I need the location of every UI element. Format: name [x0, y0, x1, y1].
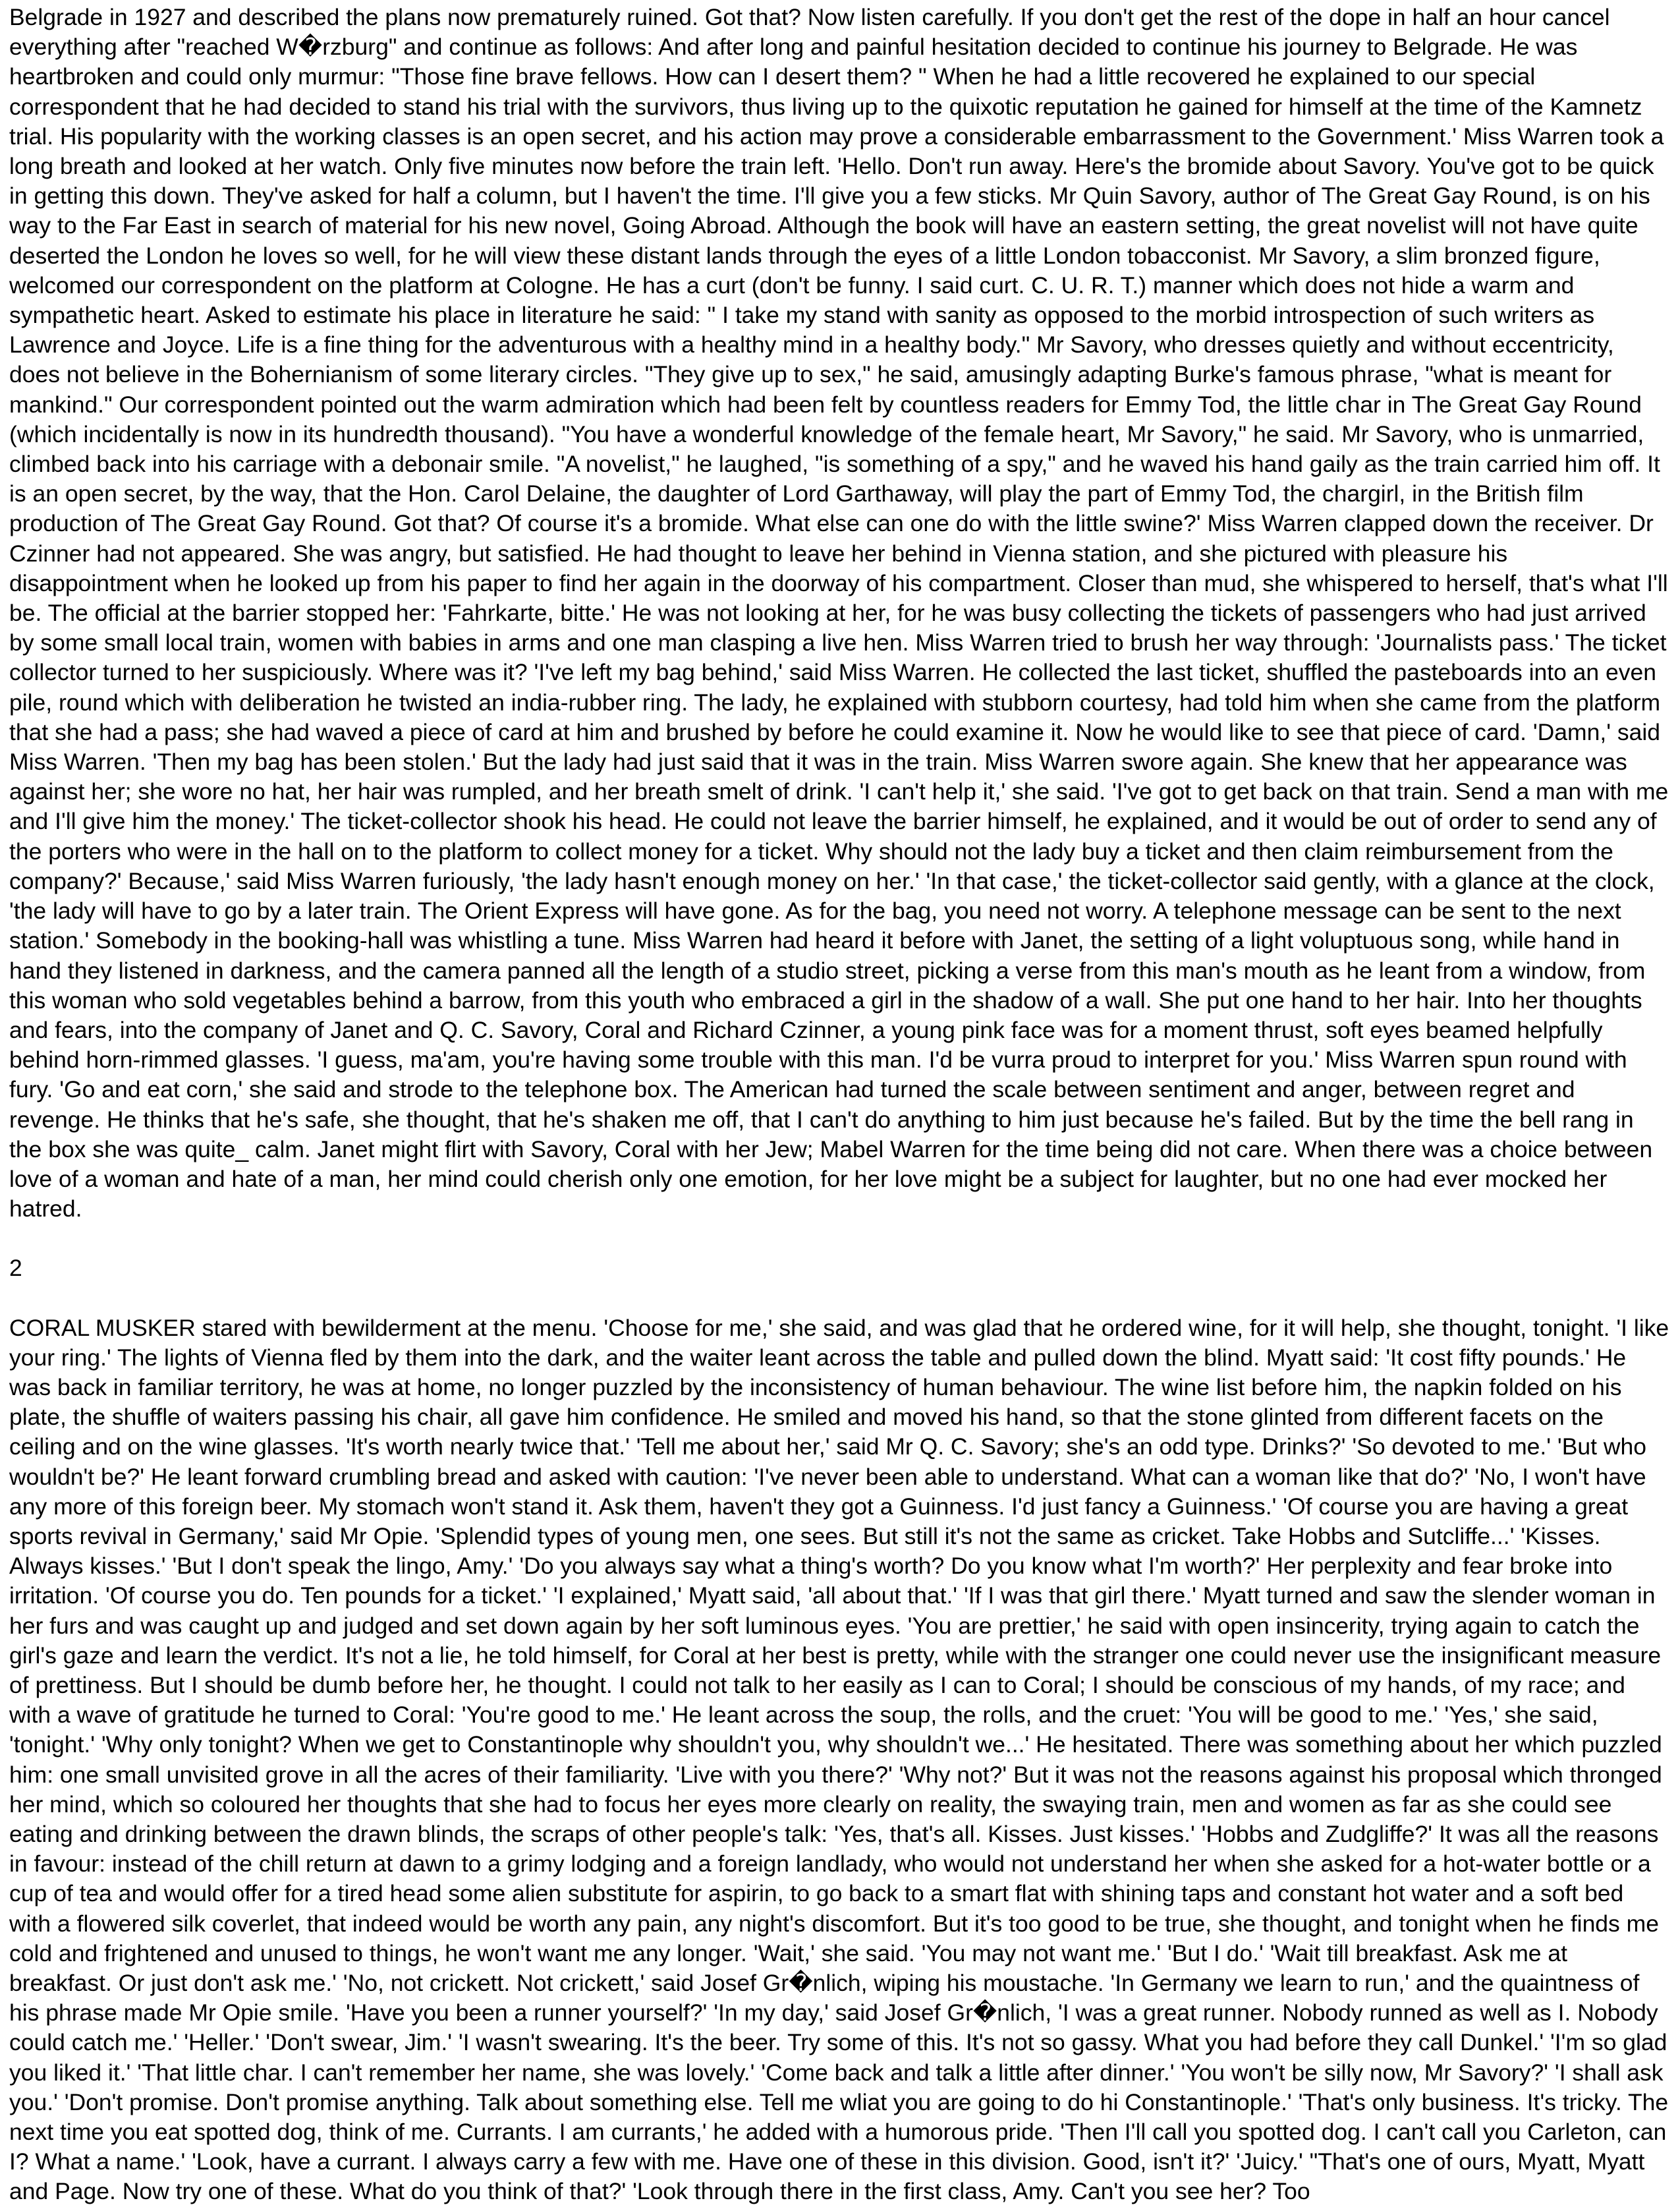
section-number: 2: [9, 1255, 22, 1282]
body-paragraph: Belgrade in 1927 and described the plans now prematurely ruined. Got that? Now listen carefully. If you don't get the rest of the dope in half an hour cancel everything after "reached W�rzburg" and continue as follows: And after long and painful hesitation decided to continue his journey to Belgrade. He was heartbroken and could only murmur: "Those fine brave fellows. How can I desert them? " When he had a little recovered he explained to our special correspondent that he had decided to stand his trial with the survivors, thus living up to the quixotic reputation he gained for himself at the time of the Kamnetz trial. His popularity with the working classes is an open secret, and his action may prove a considerable embarrassment to the Government.' Miss Warren took a long breath and looked at her watch. Only five minutes now before the train left. 'Hello. Don't run away. Here's the bromide about Savory. You've got to be quick in getting this down. They've asked for half a column, but I haven't the time. I'll give you a few sticks. Mr Quin Savory, author of The Great Gay Round, is on his way to the Far East in search of material for his new novel, Going Abroad. Although the book will have an eastern setting, the great novelist will not have quite deserted the London he loves so well, for he will view these distant lands through the eyes of a little London tobacconist. Mr Savory, a slim bronzed figure, welcomed our correspondent on the platform at Cologne. He has a curt (don't be funny. I said curt. C. U. R. T.) manner which does not hide a warm and sympathetic heart. Asked to estimate his place in literature he said: " I take my stand with sanity as opposed to the morbid introspection of such writers as Lawrence and Joyce. Life is a fine thing for the adventurous with a healthy mind in a healthy body." Mr Savory, who dresses quietly and without eccentricity, does not believe in the Bohernianism of some literary circles. "They give up to sex," he said, amusingly adapting Burke's famous phrase, "what is meant for mankind." Our correspondent pointed out the warm admiration which had been felt by countless readers for Emmy Tod, the little char in The Great Gay Round (which incidentally is now in its hundredth thousand). "You have a wonderful knowledge of the female heart, Mr Savory," he said. Mr Savory, who is unmarried, climbed back into his carriage with a debonair smile. "A novelist," he laughed, "is something of a spy," and he waved his hand gaily as the train carried him off. It is an open secret, by the way, that the Hon. Carol Delaine, the daughter of Lord Garthaway, will play the part of Emmy Tod, the chargirl, in the British film production of The Great Gay Round. Got that? Of course it's a bromide. What else can one do with the little swine?' Miss Warren clapped down the receiver. Dr Czinner had not appeared. She was angry, but satisfied. He had thought to leave her behind in Vienna station, and she pictured with pleasure his disappointment when he looked up from his paper to find her again in the doorway of his compartment. Closer than mud, she whispered to herself, that's what I'll be. The official at the barrier stopped her: 'Fahrkarte, bitte.' He was not looking at her, for he was busy collecting the tickets of passengers who had just arrived by some small local train, women with babies in arms and one man clasping a live hen. Miss Warren tried to brush her way through: 'Journalists pass.' The ticket collector turned to her suspiciously. Where was it? 'I've left my bag behind,' said Miss Warren. He collected the last ticket, shuffled the pasteboards into an even pile, round which with deliberation he twisted an india-rubber ring. The lady, he explained with stubborn courtesy, had told him when she came from the platform that she had a pass; she had waved a piece of card at him and brushed by before he could examine it. Now he would like to see that piece of card. 'Damn,' said Miss Warren. 'Then my bag has been stolen.' But the lady had just said that it was in the train. Miss Warren swore again. She knew that her appearance was against her; she wore no hat, her hair was rumpled, and her breath smelt of drink. 'I can't help it,' she said. 'I've got to get back on that train. Send a man with me and I'll give him the money.' The ticket-collector shook his head. He could not leave the barrier himself, he explained, and it would be out of order to send any of the porters who were in the hall on to the platform to collect money for a ticket. Why should not the lady buy a ticket and then claim reimbursement from the company?' Because,' said Miss Warren furiously, 'the lady hasn't enough money on her.' 'In that case,' the ticket-collector said gently, with a glance at the clock, 'the lady will have to go by a later train. The Orient Express will have gone. As for the bag, you need not worry. A telephone message can be sent to the next station.' Somebody in the booking-hall was whistling a tune. Miss Warren had heard it before with Janet, the setting of a light voluptuous song, while hand in hand they listened in darkness, and the camera panned all the length of a studio street, picking a verse from this man's mouth as he leant from a window, from this woman who sold vegetables behind a barrow, from this youth who embraced a girl in the shadow of a wall. She put one hand to her hair. Into her thoughts and fears, into the company of Janet and Q. C. Savory, Coral and Richard Czinner, a young pink face was for a moment thrust, soft eyes beamed helpfully behind horn-rimmed glasses. 'I guess, ma'am, you're having some trouble with this man. I'd be vurra proud to interpret for you.' Miss Warren spun round with fury. 'Go and eat corn,' she said and strode to the telephone box. The American had turned the scale between sentiment and anger, between regret and revenge. He thinks that he's safe, she thought, that he's shaken me off, that I can't do anything to him just because he's failed. But by the time the bell rang in the box she was quite_ calm. Janet might flirt with Savory, Coral with her Jew; Mabel Warren for the time being did not care. When there was a choice between love of a woman and hate of a man, her mind could cherish only one emotion, for her love might be a subject for laughter, but no one had ever mocked her hatred.: [9, 4, 1669, 1222]
document-page: [9, 3, 1671, 2207]
body-paragraph: CORAL MUSKER stared with bewilderment at the menu. 'Choose for me,' she said, and was glad that he ordered wine, for it will help, she thought, tonight. 'I like your ring.' The lights of Vienna fled by them into the dark, and the waiter leant across the table and pulled down the blind. Myatt said: 'It cost fifty pounds.' He was back in familiar territory, he was at home, no longer puzzled by the inconsistency of human behaviour. The wine list before him, the napkin folded on his plate, the shuffle of waiters passing his chair, all gave him confidence. He smiled and moved his hand, so that the stone glinted from different facets on the ceiling and on the wine glasses. 'It's worth nearly twice that.' 'Tell me about her,' said Mr Q. C. Savory; she's an odd type. Drinks?' 'So devoted to me.' 'But who wouldn't be?' He leant forward crumbling bread and asked with caution: 'I've never been able to understand. What can a woman like that do?' 'No, I won't have any more of this foreign beer. My stomach won't stand it. Ask them, haven't they got a Guinness. I'd just fancy a Guinness.' 'Of course you are having a great sports revival in Germany,' said Mr Opie. 'Splendid types of young men, one sees. But still it's not the same as cricket. Take Hobbs and Sutcliffe...' 'Kisses. Always kisses.' 'But I don't speak the lingo, Amy.' 'Do you always say what a thing's worth? Do you know what I'm worth?' Her perplexity and fear broke into irritation. 'Of course you do. Ten pounds for a ticket.' 'I explained,' Myatt said, 'all about that.' 'If I was that girl there.' Myatt turned and saw the slender woman in her furs and was caught up and judged and set down again by her soft luminous eyes. 'You are prettier,' he said with open insincerity, trying again to catch the girl's gaze and learn the verdict. It's not a lie, he told himself, for Coral at her best is pretty, while with the stranger one could never use the insignificant measure of prettiness. But I should be dumb before her, he thought. I could not talk to her easily as I can to Coral; I should be conscious of my hands, of my race; and with a wave of gratitude he turned to Coral: 'You're good to me.' He leant across the soup, the rolls, and the cruet: 'You will be good to me.' 'Yes,' she said, 'tonight.' 'Why only tonight? When we get to Constantinople why shouldn't you, why shouldn't we...' He hesitated. There was something about her which puzzled him: one small unvisited grove in all the acres of their familiarity. 'Live with you there?' 'Why not?' But it was not the reasons against his proposal which thronged her mind, which so coloured her thoughts that she had to focus her eyes more clearly on reality, the swaying train, men and women as far as she could see eating and drinking between the drawn blinds, the scraps of other people's talk: 'Yes, that's all. Kisses. Just kisses.' 'Hobbs and Zudgliffe?' It was all the reasons in favour: instead of the chill return at dawn to a grimy lodging and a foreign landlady, who would not understand her when she asked for a hot-water bottle or a cup of tea and would offer for a tired head some alien substitute for aspirin, to go back to a smart flat with shining taps and constant hot water and a soft bed with a flowered silk coverlet, that indeed would be worth any pain, any night's discomfort. But it's too good to be true, she thought, and tonight when he finds me cold and frightened and unused to things, he won't want me any longer. 'Wait,' she said. 'You may not want me.' 'But I do.' 'Wait till breakfast. Ask me at breakfast. Or just don't ask me.' 'No, not crickett. Not crickett,' said Josef Gr�nlich, wiping his moustache. 'In Germany we learn to run,' and the quaintness of his phrase made Mr Opie smile. 'Have you been a runner yourself?' 'In my day,' said Josef Gr�nlich, 'I was a great runner. Nobody runned as well as I. Nobody could catch me.' 'Heller.' 'Don't swear, Jim.' 'I wasn't swearing. It's the beer. Try some of this. It's not so gassy. What you had before they call Dunkel.' 'I'm so glad you liked it.' 'That little char. I can't remember her name, she was lovely.' 'Come back and talk a little after dinner.' 'You won't be silly now, Mr Savory?' 'I shall ask you.' 'Don't promise. Don't promise anything. Talk about something else. Tell me wliat you are going to do hi Constantinople.' 'That's only business. It's tricky. The next time you eat spotted dog, think of me. Currants. I am currants,' he added with a humorous pride. 'Then I'll call you spotted dog. I can't call you Carleton, can I? What a name.' 'Look, have a currant. I always carry a few with me. Have one of these in this division. Good, isn't it?' 'Juicy.' "That's one of ours, Myatt, Myatt and Page. Now try one of these. What do you think of that?' 'Look through there in the first class, Amy. Can't you see her? Too: [9, 1314, 1669, 2205]
